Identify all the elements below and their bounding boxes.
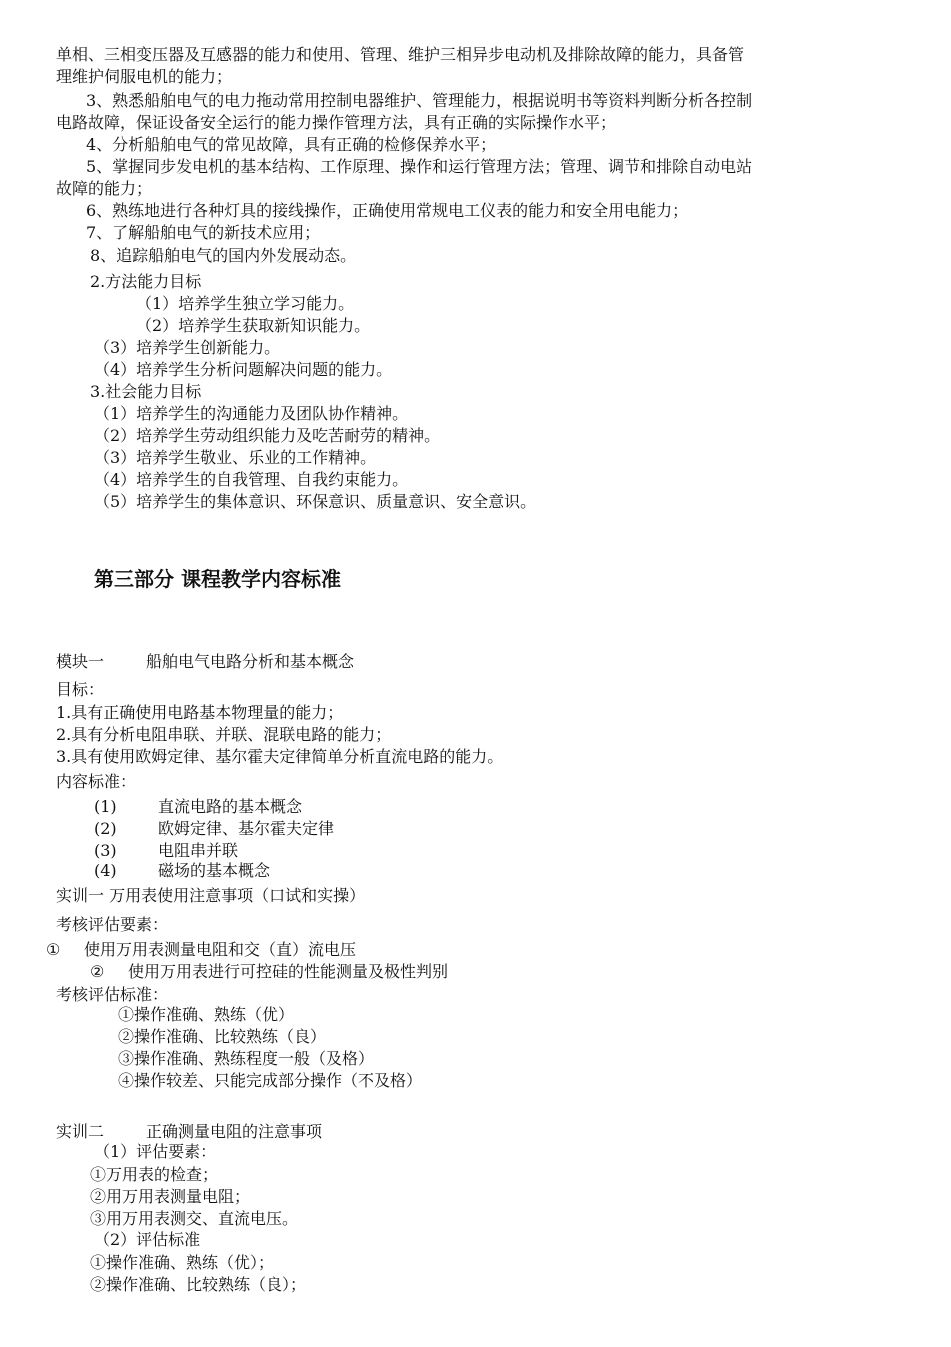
social-item-3: （3）培养学生敬业、乐业的工作精神。 [94,448,377,467]
content-num: (3) [94,841,117,860]
content-text: 电阻串并联 [158,841,239,860]
intro-line-3: 3、熟悉船舶电气的电力拖动常用控制电器维护、管理能力，根据说明书等资料判断分析各控制 [86,91,753,110]
practice2-heading [56,1122,322,1142]
module1-content-3 [94,841,238,861]
content-num: (2) [94,819,117,838]
practice2-standard-2: ②操作准确、比较熟练（良）； [90,1275,307,1294]
social-item-2: （2）培养学生劳动组织能力及吃苦耐劳的精神。 [94,426,441,445]
practice2-standard-label: （2）评估标准 [94,1230,201,1249]
practice2-label: 实训二 [56,1122,105,1141]
content-text: 直流电路的基本概念 [158,797,303,816]
practice1-elements-label: 考核评估要素： [56,915,169,934]
content-num: (4) [94,861,117,880]
module1-heading [56,652,354,672]
social-item-1: （1）培养学生的沟通能力及团队协作精神。 [94,404,409,423]
practice1-element-2 [90,962,448,982]
content-text: 磁场的基本概念 [158,861,271,880]
practice2-elements-label: （1）评估要素： [94,1142,217,1161]
intro-line-5: 4、分析船舶电气的常见故障，具有正确的检修保养水平； [86,135,497,154]
social-item-4: （4）培养学生的自我管理、自我约束能力。 [94,470,409,489]
practice1-element-1 [46,940,356,960]
practice2-element-1: ①万用表的检查； [90,1165,219,1184]
intro-line-4: 电路故障，保证设备安全运行的能力操作管理方法，具有正确的实际操作水平； [56,113,617,132]
method-item-1: （1）培养学生独立学习能力。 [136,294,355,313]
element-num: ② [90,962,105,981]
module1-goal-3: 3.具有使用欧姆定律、基尔霍夫定律简单分析直流电路的能力。 [56,747,504,766]
practice1-standard-3: ③操作准确、熟练程度一般（及格） [118,1049,375,1068]
social-title: 3.社会能力目标 [90,382,202,401]
intro-line-7: 故障的能力； [56,179,153,198]
module1-goal-2: 2.具有分析电阻串联、并联、混联电路的能力； [56,725,392,744]
practice1-standard-2: ②操作准确、比较熟练（良） [118,1027,327,1046]
module1-content-4 [94,861,270,881]
module1-content-1 [94,797,302,817]
content-num: (1) [94,797,117,816]
social-item-5: （5）培养学生的集体意识、环保意识、质量意识、安全意识。 [94,492,537,511]
element-num: ① [46,940,61,959]
practice2-title: 正确测量电阻的注意事项 [146,1122,323,1141]
module1-title: 船舶电气电路分析和基本概念 [146,652,355,671]
method-title: 2.方法能力目标 [90,272,202,291]
practice2-standard-1: ①操作准确、熟练（优）； [90,1253,275,1272]
module1-content-label: 内容标准： [56,772,137,791]
element-text: 使用万用表进行可控硅的性能测量及极性判别 [128,962,449,981]
intro-line-8: 6、熟练地进行各种灯具的接线操作，正确使用常规电工仪表的能力和安全用电能力； [86,201,689,220]
content-text: 欧姆定律、基尔霍夫定律 [158,819,335,838]
intro-line-9: 7、了解船舶电气的新技术应用； [86,223,321,242]
intro-line-1: 单相、三相变压器及互感器的能力和使用、管理、维护三相异步电动机及排除故障的能力，具备管 [56,45,745,64]
module1-goal-label: 目标： [56,680,105,699]
practice1-title: 实训一 万用表使用注意事项（口试和实操） [56,886,366,905]
method-item-2: （2）培养学生获取新知识能力。 [136,316,371,335]
module1-goal-1: 1.具有正确使用电路基本物理量的能力； [56,703,344,722]
intro-line-6: 5、掌握同步发电机的基本结构、工作原理、操作和运行管理方法；管理、调节和排除自动电站 [86,157,753,176]
practice2-element-3: ③用万用表测交、直流电压。 [90,1209,299,1228]
practice1-standard-4: ④操作较差、只能完成部分操作（不及格） [118,1071,423,1090]
section-heading: 第三部分 课程教学内容标准 [94,567,341,591]
intro-line-10: 8、追踪船舶电气的国内外发展动态。 [90,246,357,265]
method-item-3: （3）培养学生创新能力。 [94,338,281,357]
method-item-4: （4）培养学生分析问题解决问题的能力。 [94,360,393,379]
practice1-standard-label: 考核评估标准： [56,985,169,1004]
intro-line-2: 理维护伺服电机的能力； [56,67,233,86]
practice2-element-2: ②用万用表测量电阻； [90,1187,251,1206]
practice1-standard-1: ①操作准确、熟练（优） [118,1005,295,1024]
element-text: 使用万用表测量电阻和交（直）流电压 [84,940,357,959]
module1-content-2 [94,819,334,839]
module1-label: 模块一 [56,652,105,671]
